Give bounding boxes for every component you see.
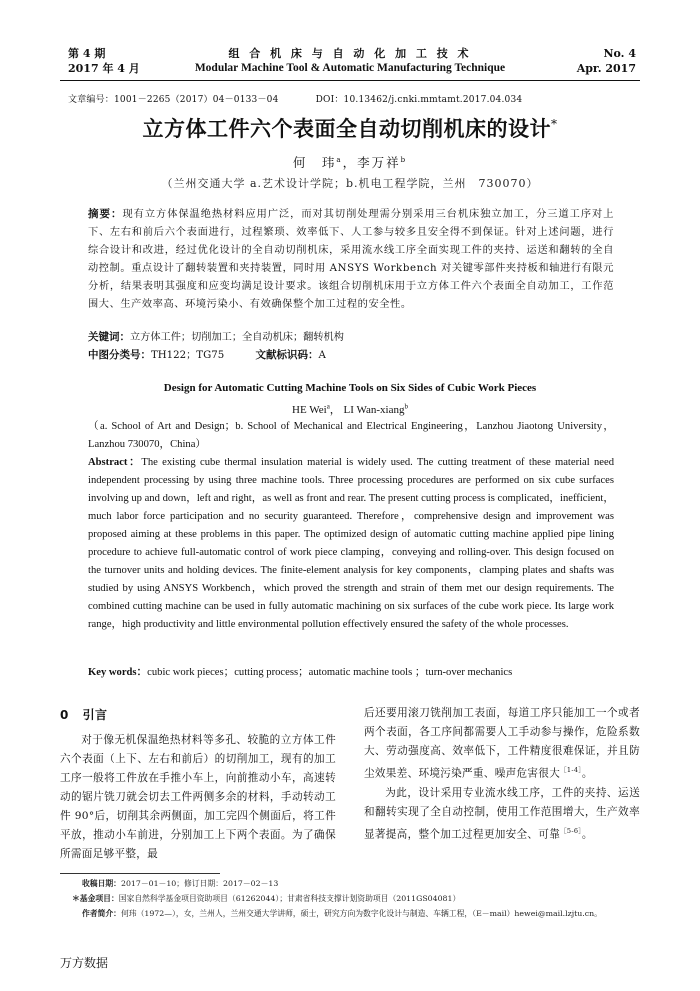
body-paragraph: 对于像无机保温绝热材料等多孔、较脆的立方体工件六个表面（上下、左右和前后）的切削加工，现有的加工工序一般将工件放在手推小车上，向前推动小车，高速转动的锯片铣刀就会切去工件两侧多余的材料，手动转动工件 90°后，切削其余两侧面，加工完四个侧面后，将工件平放，推动小车前进，分别加工上下两个表面。为了确保所需面足够平整，最: [60, 734, 336, 860]
fund-text: 国家自然科学基金项目资助项目（61262044）；甘肃省科技支撑计划资助项目（2011GS04081）: [118, 894, 461, 903]
footnote-author: [82, 906, 642, 921]
title-footnote-mark: *: [551, 117, 558, 131]
keywords-en-label: Key words：: [88, 667, 148, 678]
doc-code-value: A: [318, 350, 326, 361]
keywords-en-text: cubic work pieces；cutting process；automatic machine tools ；turn-over mechanics: [147, 667, 513, 678]
clc-label: 中图分类号：: [88, 349, 151, 361]
citation-ref: ［5-6］: [560, 826, 582, 835]
article-doi: DOI：10.13462/j.cnki.mmtamt.2017.04.034: [315, 95, 523, 105]
author-list: [60, 153, 640, 171]
doc-code-label: 文献标识码：: [255, 349, 319, 361]
footnote-fund: [72, 891, 632, 906]
author-affil-mark-en: b: [404, 402, 408, 411]
author-affil-mark-en: a: [326, 402, 330, 411]
section-number: 0: [60, 708, 69, 722]
paper-title: [60, 113, 640, 143]
footnote-received: [82, 876, 642, 891]
body-text: 后还要用滚刀铣削加工表面，每道工序只能加工一个或者两个表面，各工序间都需要人工手动参与操作，危险系数大、劳动强度高、效率低下，工件精度很难保证，并且防尘效果差、环境污染严重、噪声危害很大: [364, 707, 640, 780]
footnote-rule: [60, 873, 220, 874]
author-separator: ，: [342, 155, 358, 170]
received-label: 收稿日期：: [82, 879, 121, 888]
header-rule: [60, 80, 640, 81]
journal-name-en: Modular Machine Tool & Automatic Manufacturing Technique: [194, 62, 506, 74]
fund-label: ＊基金项目：: [72, 894, 119, 903]
abstract-en: [88, 454, 614, 634]
body-text: 为此，设计采用专业流水线工序，工件的夹持、运送和翻转实现了全自动控制，使用工作范围增大，生产效率显著提高，整个加工过程更加安全、可靠: [364, 786, 640, 841]
journal-name: [160, 46, 540, 76]
abstract-zh: [88, 205, 614, 314]
affiliation-zh: （兰州交通大学 a.艺术设计学院；b.机电工程学院，兰州 730070）: [161, 177, 539, 190]
author-affil-mark: b: [400, 155, 408, 164]
keywords-zh: [88, 328, 614, 347]
received-dates: 2017－01－10；修订日期：2017－02－13: [120, 879, 279, 888]
author-affil-mark: a: [336, 155, 343, 164]
author-name: 李万祥: [357, 155, 401, 170]
author-name-en: LI Wan-xiang: [343, 404, 405, 416]
body-text-end: 。: [581, 767, 593, 780]
section-heading: [60, 706, 336, 725]
journal-issue-en: [577, 46, 636, 76]
author-name: 何 玮: [292, 155, 337, 170]
keywords-zh-label: 关键词：: [88, 331, 130, 343]
abstract-zh-label: 摘要：: [88, 208, 123, 220]
keywords-en: [88, 664, 614, 682]
paper-title-en: Design for Automatic Cutting Machine Tools on Six Sides of Cubic Work Pieces: [163, 382, 537, 394]
issue-date-zh: 2017 年 4 月: [68, 62, 140, 75]
section-title: 引言: [82, 708, 108, 722]
article-number: 文章编号：1001－2265（2017）04－0133－04: [68, 95, 279, 105]
clc-value: TH122；TG75: [151, 350, 225, 361]
issue-date-en: Apr. 2017: [576, 62, 636, 75]
author-name-en: HE Wei: [292, 404, 327, 416]
author-bio-label: 作者简介：: [82, 909, 121, 918]
body-paragraph: [364, 704, 640, 784]
classification-line: [88, 346, 614, 365]
journal-issue-zh: [68, 46, 140, 76]
body-paragraph: [364, 784, 640, 845]
abstract-zh-text: 现有立方体保温绝热材料应用广泛，而对其切削处理需分别采用三台机床独立加工，分三道工序对上下、左右和前后六个表面进行，过程繁琐、效率低下、人工参与较多且安全得不到保证。针对上述问题，进行综合设计和改进，经过优化设计的全自动切削机床，采用流水线工序全面实现工件的夹持、运送和翻转的全自动控制。重点设计了翻转装置和夹持装置，同时用 ANSYS Workbench 对关键零部件夹持板和轴进行有限元分析，结果表明其强度和应变均满足设计要求。该组合切削机床用于立方体工件六个表面全自动加工，工作范围大、生产效率高、环境污染小、有效确保整个加工过程的安全性。: [88, 209, 614, 310]
abstract-en-text: The existing cube thermal insulation material is widely used. The cutting treatment of these material need independent processing by using three machine tools. Three processing procedures are performed on six cube surfaces involving up and down，left and right，as well as front and rear. The present cutting process is complicated，inefficient，much labor force participation and no security guaranteed. Therefore，comprehensive design and improvement was proposed aiming at these problems in this paper. The optimized design of automatic cutting machine applied pipe lining procedure to achieve full-automatic control of work piece clamping，conveying and rolling-over. This design focused on the turnover units and holding devices. The finite-element analysis for key components，clamping plates and shafts was studied by using ANSYS Workbench，which proved the strength and strain of them met our design requirements. The combined cutting machine can be used in fully automatic machining on six surfaces of the cube work piece. Its large work range，high productivity and little environmental pollution effectively ensured the safety of the whole processes.: [88, 457, 615, 630]
journal-name-zh: 组 合 机 床 与 自 动 化 加 工 技 术: [228, 47, 472, 60]
body-column-left: [60, 706, 336, 864]
article-id-line: [68, 92, 522, 105]
watermark: 万方数据: [60, 956, 109, 970]
paper-title-text: 立方体工件六个表面全自动切削机床的设计: [142, 116, 551, 141]
affiliation-en: （a. School of Art and Design；b. School of Mechanical and Electrical Engineering，Lanzhou Jiaotong University，Lanzhou 730070，China）: [88, 421, 614, 450]
author-list-en: [60, 401, 640, 417]
keywords-zh-text: 立方体工件；切削加工；全自动机床；翻转机构: [130, 332, 344, 343]
citation-ref: ［1-4］: [560, 766, 582, 774]
author-bio-text: 何玮（1972—），女，兰州人，兰州交通大学讲师，硕士，研究方向为数字化设计与制造、车辆工程，（E－mail）hewei@mail.lzjtu.cn。: [120, 909, 602, 918]
author-separator-en: ，: [329, 404, 344, 416]
abstract-en-label: Abstract：: [88, 457, 142, 468]
body-text-end: 。: [581, 828, 593, 841]
issue-number-zh: 第 4 期: [68, 47, 106, 60]
body-column-right: [364, 704, 640, 844]
issue-number-en: No. 4: [603, 47, 636, 60]
